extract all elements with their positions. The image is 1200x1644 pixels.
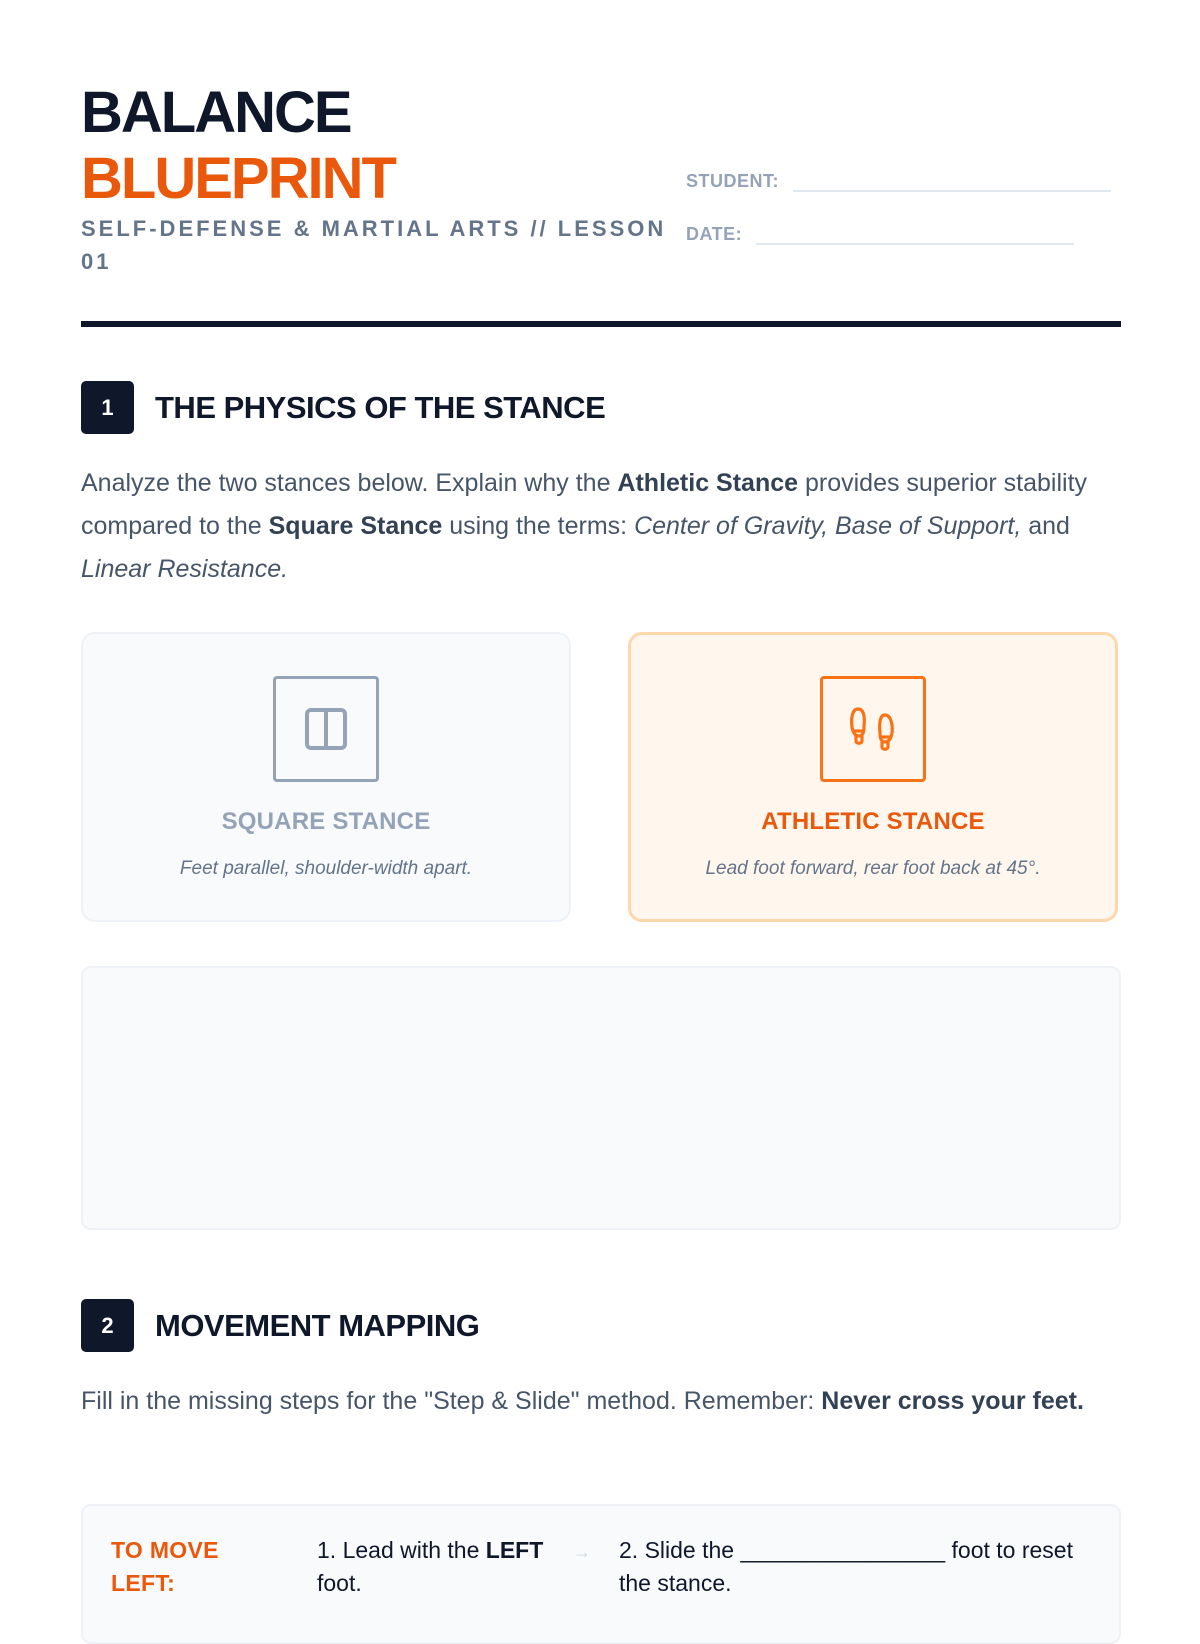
- movement-row: [81, 1504, 1121, 1644]
- section-2-instructions: [81, 1380, 1121, 1423]
- movement-step-2-blank[interactable]: 2. Slide the ________________ foot to reset the stance.: [619, 1537, 1073, 1596]
- movement-step-1: [317, 1534, 547, 1600]
- date-input-line[interactable]: [756, 221, 1074, 245]
- header-divider: [81, 321, 1121, 327]
- date-label: DATE:: [686, 224, 743, 244]
- section-2-heading: [81, 1299, 479, 1352]
- lesson-subtitle: SELF-DEFENSE & MARTIAL ARTS // LESSON 01: [81, 216, 667, 274]
- section-number-badge: 1: [81, 381, 134, 434]
- square-stance-card: [81, 632, 571, 922]
- prompt-bold-athletic: Athletic Stance: [617, 469, 799, 497]
- prompt-text: and: [1021, 512, 1070, 540]
- prompt-bold-reminder: Never cross your feet.: [821, 1387, 1084, 1415]
- card-description: Feet parallel, shoulder-width apart.: [179, 858, 473, 879]
- arrow-right-icon: →: [573, 1542, 591, 1562]
- columns-icon: [273, 676, 379, 782]
- section-1-heading: [81, 381, 605, 434]
- prompt-bold-square: Square Stance: [268, 512, 443, 540]
- section-title: MOVEMENT MAPPING: [155, 1307, 480, 1343]
- card-description: Lead foot forward, rear foot back at 45°.: [705, 858, 1041, 879]
- section-1-answer-box[interactable]: [81, 966, 1121, 1230]
- date-field: [686, 221, 1074, 245]
- section-1-instructions: [81, 462, 1121, 591]
- prompt-text: provides superior stability compared to the: [81, 469, 1088, 540]
- worksheet-header: [81, 80, 1121, 330]
- title-line-2: BLUEPRINT: [81, 146, 395, 211]
- student-label: STUDENT:: [686, 171, 779, 191]
- step-bold: LEFT: [485, 1537, 544, 1563]
- athletic-stance-card: [628, 632, 1118, 922]
- step-text: foot.: [317, 1570, 362, 1596]
- footprints-icon: [820, 676, 926, 782]
- card-title: ATHLETIC STANCE: [761, 808, 985, 835]
- prompt-term: Center of Gravity, Base of Support,: [634, 512, 1022, 540]
- prompt-term: Linear Resistance.: [81, 555, 289, 583]
- section-title: THE PHYSICS OF THE STANCE: [155, 389, 606, 425]
- student-field: [686, 168, 1111, 192]
- section-number-badge: 2: [81, 1299, 134, 1352]
- step-text: 1. Lead with the: [317, 1537, 486, 1563]
- prompt-text: Analyze the two stances below. Explain why the: [81, 469, 618, 497]
- card-title: SQUARE STANCE: [221, 808, 431, 835]
- prompt-text: Fill in the missing steps for the "Step & Slide" method. Remember:: [81, 1387, 822, 1415]
- movement-direction-label: TO MOVE LEFT:: [111, 1537, 219, 1596]
- title-line-1: BALANCE: [81, 80, 351, 145]
- student-input-line[interactable]: [793, 168, 1111, 192]
- prompt-text: using the terms:: [442, 512, 635, 540]
